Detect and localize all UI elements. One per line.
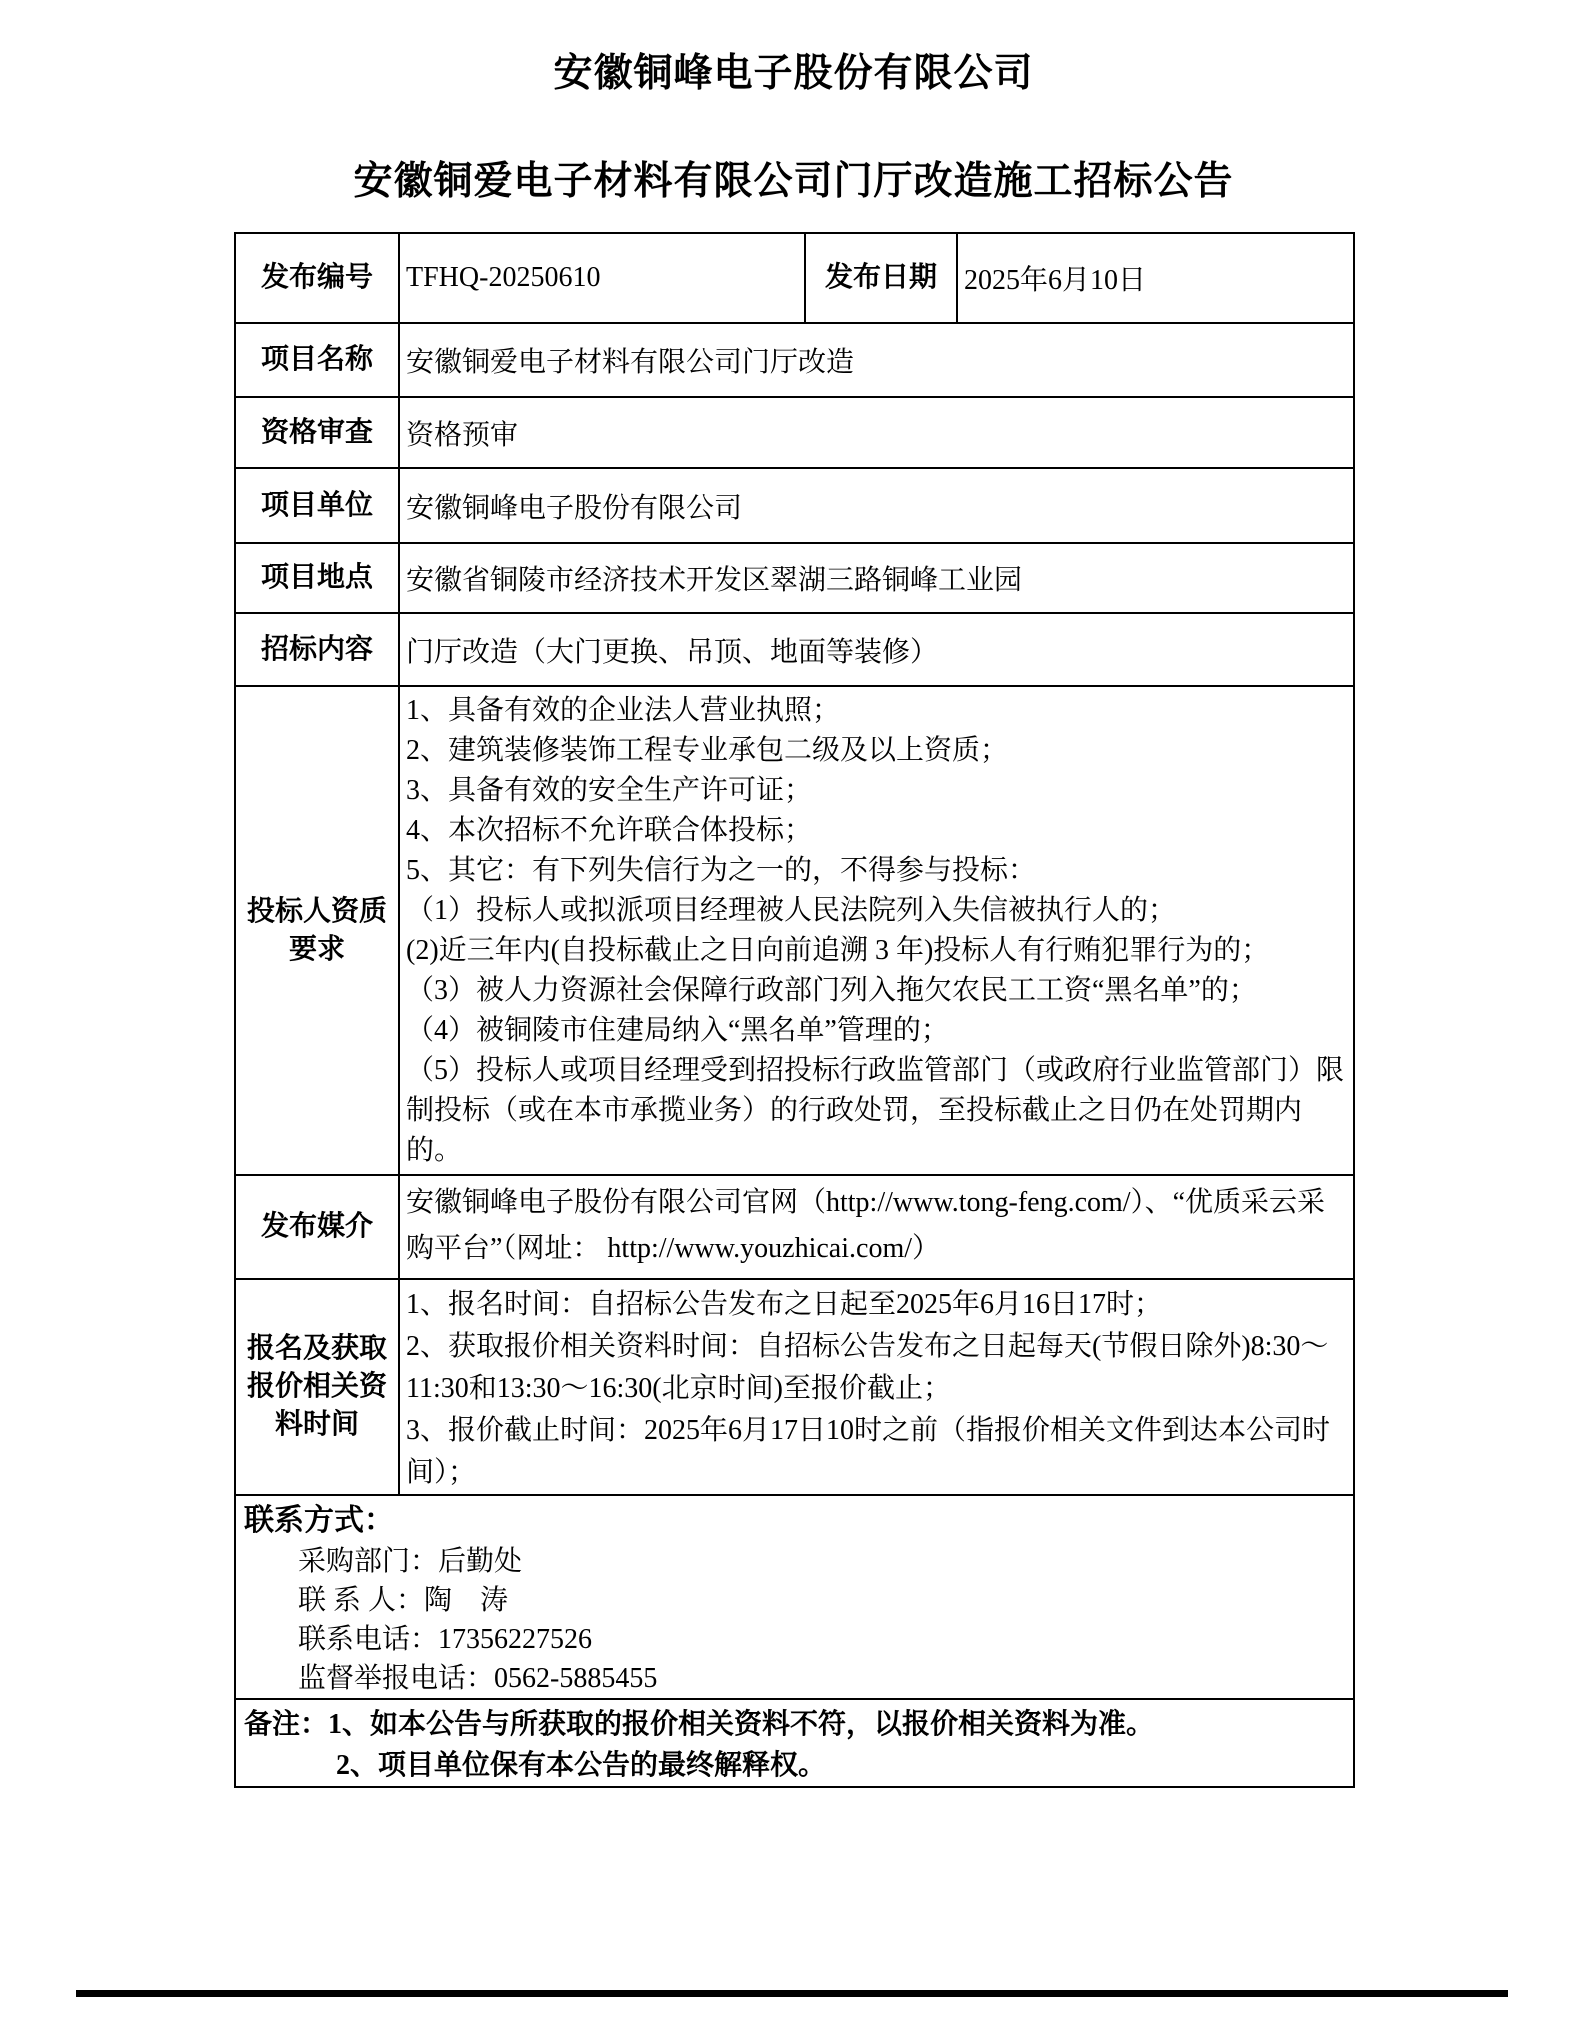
- contact-department: 采购部门：后勤处: [298, 1546, 523, 1577]
- qualification-line: (2)近三年内(自投标截止之日向前追溯 3 年)投标人有行贿犯罪行为的；: [406, 935, 1270, 966]
- table-row: [235, 1279, 1354, 1495]
- table-row: [235, 1699, 1354, 1787]
- publish-media-text: 安徽铜峰电子股份有限公司官网（http://www.tong-feng.com/）、“优质采云采购平台”（网址： http://www.youzhicai.com/）: [406, 1187, 1326, 1264]
- signup-line: 1、报名时间：自招标公告发布之日起至2025年6月16日17时；: [406, 1289, 1163, 1320]
- qualification-line: 1、具备有效的企业法人营业执照；: [406, 695, 841, 726]
- qualification-line: 5、其它：有下列失信行为之一的，不得参与投标：: [406, 855, 1037, 886]
- publish-media-value: [399, 1175, 1354, 1279]
- qualification-review-value: 资格预审: [399, 397, 1354, 468]
- publish-date-label: 发布日期: [805, 233, 957, 323]
- publish-number-value: TFHQ-20250610: [399, 233, 805, 323]
- contact-heading: 联系方式：: [244, 1504, 394, 1537]
- contact-person: 联 系 人：陶 涛: [298, 1585, 509, 1616]
- signup-line: 2、获取报价相关资料时间：自招标公告发布之日起每天(节假日除外)8:30～11:30和13:30～16:30(北京时间)至报价截止；: [406, 1331, 1329, 1404]
- project-name-label: 项目名称: [235, 323, 399, 397]
- signup-line: 3、报价截止时间：2025年6月17日10时之前（指报价相关文件到达本公司时间）；: [406, 1415, 1331, 1488]
- signup-time-label: 报名及获取报价相关资料时间: [235, 1279, 399, 1495]
- company-title: 安徽铜峰电子股份有限公司: [553, 52, 1034, 95]
- table-row: [235, 613, 1354, 686]
- qualification-line: （3）被人力资源社会保障行政部门列入拖欠农民工工资“黑名单”的；: [406, 975, 1257, 1006]
- publish-number-label: 发布编号: [235, 233, 399, 323]
- qualification-line: （1）投标人或拟派项目经理被人民法院列入失信被执行人的；: [406, 895, 1177, 926]
- tender-info-table: [234, 232, 1355, 1788]
- project-unit-value: 安徽铜峰电子股份有限公司: [399, 468, 1354, 543]
- qualification-line: （5）投标人或项目经理受到招投标行政监管部门（或政府行业监管部门）限制投标（或在本市承揽业务）的行政处罚，至投标截止之日仍在处罚期内的。: [406, 1055, 1345, 1166]
- remark-line-2: 2、项目单位保有本公告的最终解释权。: [336, 1750, 827, 1781]
- remark-cell: [235, 1699, 1354, 1787]
- qualification-review-label: 资格审查: [235, 397, 399, 468]
- table-row: [235, 686, 1354, 1175]
- table-row: [235, 397, 1354, 468]
- bidder-qualification-label: 投标人资质要求: [235, 686, 399, 1175]
- announcement-title: 安徽铜爱电子材料有限公司门厅改造施工招标公告: [353, 160, 1234, 203]
- contact-cell: [235, 1495, 1354, 1699]
- table-row: [235, 323, 1354, 397]
- qualification-line: （4）被铜陵市住建局纳入“黑名单”管理的；: [406, 1015, 949, 1046]
- publish-media-label: 发布媒介: [235, 1175, 399, 1279]
- table-row: [235, 468, 1354, 543]
- remark-line-1: 备注：1、如本公告与所获取的报价相关资料不符，以报价相关资料为准。: [244, 1709, 1155, 1740]
- qualification-line: 2、建筑装修装饰工程专业承包二级及以上资质；: [406, 735, 1009, 766]
- project-name-value: 安徽铜爱电子材料有限公司门厅改造: [399, 323, 1354, 397]
- tender-content-label: 招标内容: [235, 613, 399, 686]
- publish-date-value: 2025年6月10日: [957, 233, 1354, 323]
- tender-content-value: 门厅改造（大门更换、吊顶、地面等装修）: [399, 613, 1354, 686]
- bidder-qualification-value: [399, 686, 1354, 1175]
- project-location-value: 安徽省铜陵市经济技术开发区翠湖三路铜峰工业园: [399, 543, 1354, 613]
- table-row: [235, 543, 1354, 613]
- title-block: [75, 0, 1512, 206]
- page-footer-rule: [76, 1990, 1508, 1997]
- table-row: [235, 1175, 1354, 1279]
- contact-report-phone: 监督举报电话：0562-5885455: [298, 1663, 658, 1694]
- signup-time-value: [399, 1279, 1354, 1495]
- qualification-line: 3、具备有效的安全生产许可证；: [406, 775, 813, 806]
- table-row: [235, 233, 1354, 323]
- project-unit-label: 项目单位: [235, 468, 399, 543]
- table-row: [235, 1495, 1354, 1699]
- qualification-line: 4、本次招标不允许联合体投标；: [406, 815, 813, 846]
- project-location-label: 项目地点: [235, 543, 399, 613]
- contact-phone: 联系电话：17356227526: [298, 1624, 593, 1655]
